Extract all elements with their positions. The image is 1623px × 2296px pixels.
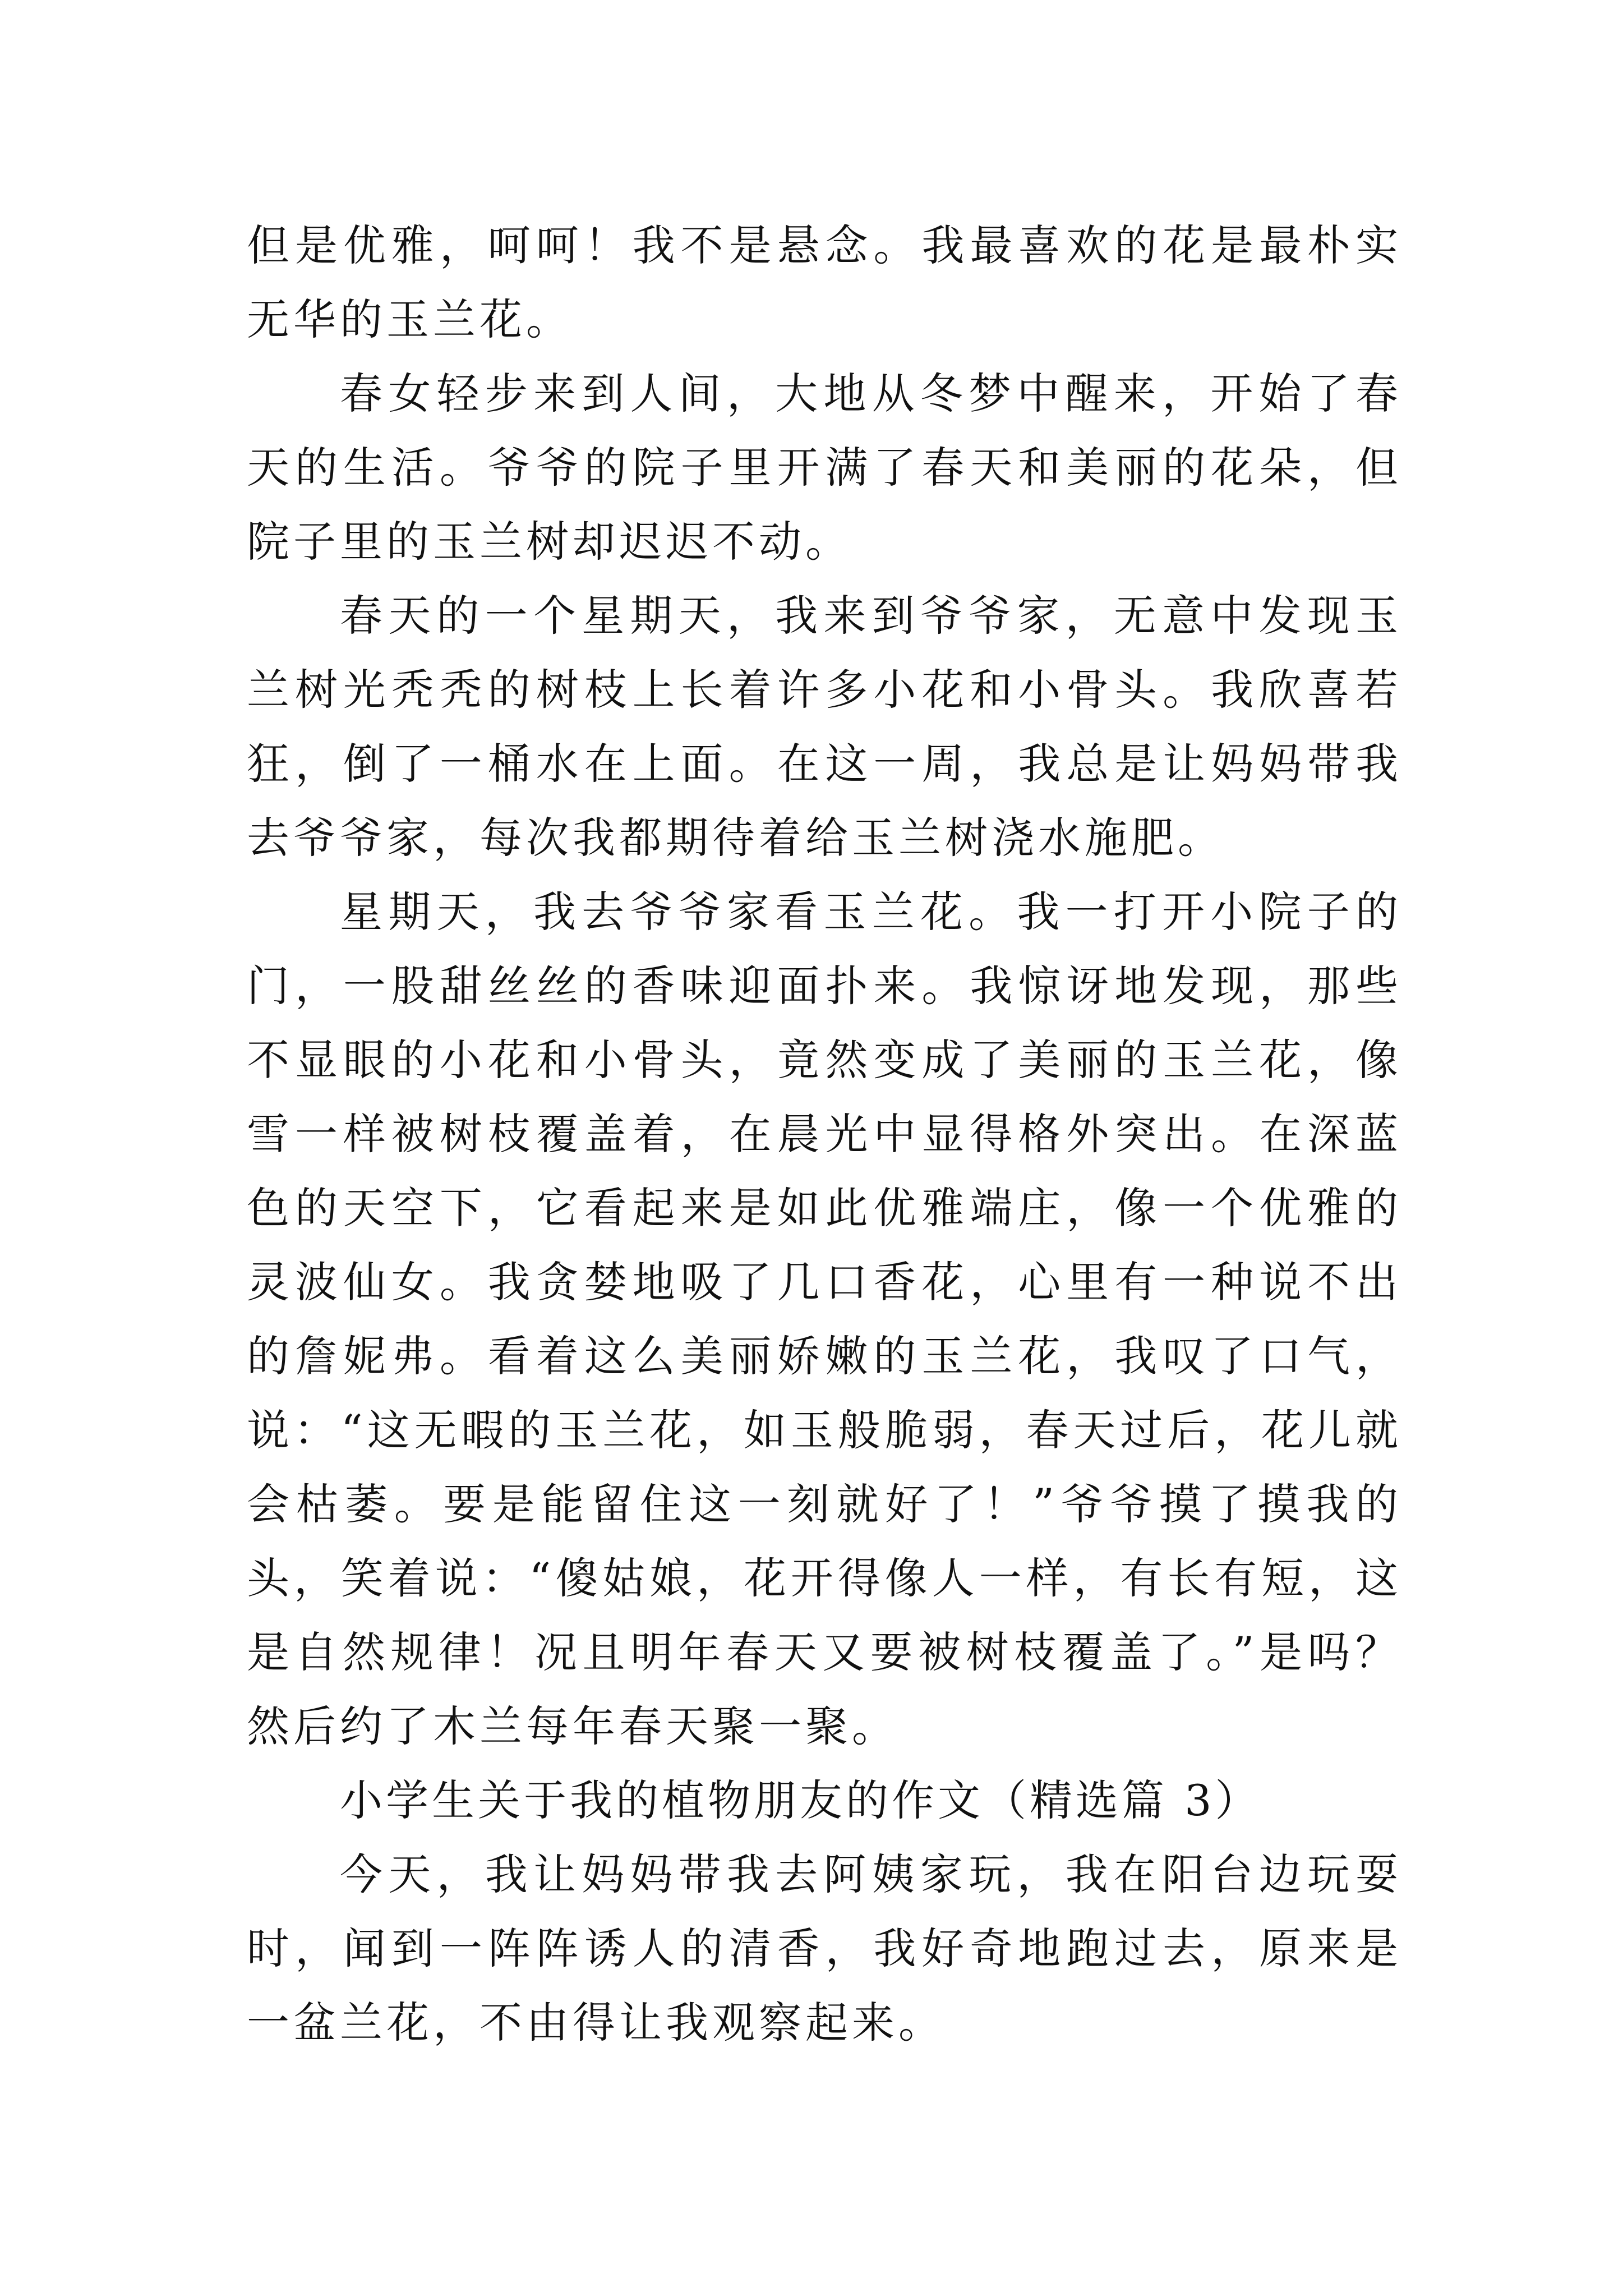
paragraph: 春女轻步来到人间，大地从冬梦中醒来，开始了春天的生活。爷爷的院子里开满了春天和美丽的花朵，但院子里的玉兰树却迟迟不动。 <box>247 369 1402 567</box>
paragraph: 星期天，我去爷爷家看玉兰花。我一打开小院子的门，一股甜丝丝的香味迎面扑来。我惊讶地发现，那些不显眼的小花和小骨头，竟然变成了美丽的玉兰花，像雪一样被树枝覆盖着，在晨光中显得格外突出。在深蓝色的天空下，它看起来是如此优雅端庄，像一个优雅的灵波仙女。我贪婪地吸了几口香花，心里有一种说不出的詹妮弗。看着这么美丽娇嫩的玉兰花，我叹了口气，说：“这无暇的玉兰花，如玉般脆弱，春天过后，花儿就会枯萎。要是能留住这一刻就好了！”爷爷摸了摸我的头，笑着说：“傻姑娘，花开得像人一样，有长有短，这是自然规律！况且明年春天又要被树枝覆盖了。”是吗？然后约了木兰每年春天聚一聚。 <box>247 887 1402 1751</box>
paragraph: 春天的一个星期天，我来到爷爷家，无意中发现玉兰树光秃秃的树枝上长着许多小花和小骨头。我欣喜若狂，倒了一桶水在上面。在这一周，我总是让妈妈带我去爷爷家，每次我都期待着给玉兰树浇水施肥。 <box>247 591 1402 863</box>
section-heading: 小学生关于我的植物朋友的作文（精选篇 3） <box>340 1775 1261 1825</box>
paragraph: 但是优雅，呵呵！我不是悬念。我最喜欢的花是最朴实无华的玉兰花。 <box>247 220 1402 344</box>
document-body <box>247 209 1402 2060</box>
paragraph: 今天，我让妈妈带我去阿姨家玩，我在阳台边玩耍时，闻到一阵阵诱人的清香，我好奇地跑过去，原来是一盆兰花，不由得让我观察起来。 <box>247 1849 1402 2047</box>
